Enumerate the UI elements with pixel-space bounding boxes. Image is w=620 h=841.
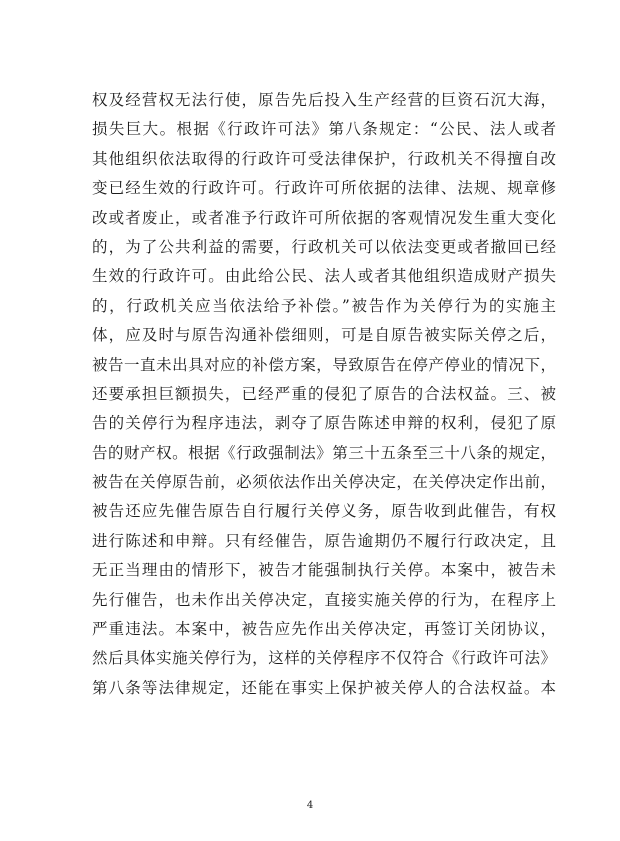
text-line: 的，行政机关应当依法给予补偿。”被告作为关停行为的实施主: [92, 296, 556, 315]
text-line: 被告还应先催告原告自行履行关停义务，原告收到此催告，有权: [92, 502, 556, 521]
text-line: 严重违法。本案中，被告应先作出关停决定，再签订关闭协议，: [92, 620, 556, 639]
text-line: 改或者废止，或者准予行政许可所依据的客观情况发生重大变化: [92, 208, 556, 227]
text-line: 进行陈述和申辩。只有经催告，原告逾期仍不履行行政决定，且: [92, 531, 556, 550]
text-line: 的，为了公共利益的需要，行政机关可以依法变更或者撤回已经: [92, 237, 556, 256]
text-line: 先行催告，也未作出关停决定，直接实施关停的行为，在程序上: [92, 590, 556, 609]
text-line: 被告在关停原告前，必须依法作出关停决定，在关停决定作出前，: [92, 473, 556, 492]
text-line: 生效的行政许可。由此给公民、法人或者其他组织造成财产损失: [92, 267, 556, 286]
body-text: [92, 86, 556, 703]
text-line: 其他组织依法取得的行政许可受法律保护，行政机关不得擅自改: [92, 149, 556, 168]
text-line: 变已经生效的行政许可。行政许可所依据的法律、法规、规章修: [92, 179, 556, 198]
text-line: 体，应及时与原告沟通补偿细则，可是自原告被实际关停之后，: [92, 326, 556, 345]
text-line: 第八条等法律规定，还能在事实上保护被关停人的合法权益。本: [92, 678, 556, 697]
text-line: 权及经营权无法行使，原告先后投入生产经营的巨资石沉大海，: [92, 91, 556, 109]
text-line: 损失巨大。根据《行政许可法》第八条规定：“公民、法人或者: [92, 120, 556, 139]
text-line: 然后具体实施关停行为，这样的关停程序不仅符合《行政许可法》: [92, 649, 556, 668]
text-line: 无正当理由的情形下，被告才能强制执行关停。本案中，被告未: [92, 561, 556, 580]
text-line: 还要承担巨额损失，已经严重的侵犯了原告的合法权益。三、被: [92, 384, 556, 403]
page-number: 4: [306, 800, 314, 811]
text-line: 被告一直未出具对应的补偿方案，导致原告在停产停业的情况下，: [92, 355, 556, 374]
text-line: 告的关停行为程序违法，剥夺了原告陈述申辩的权利，侵犯了原: [92, 414, 556, 433]
text-line: 告的财产权。根据《行政强制法》第三十五条至三十八条的规定，: [92, 443, 556, 462]
